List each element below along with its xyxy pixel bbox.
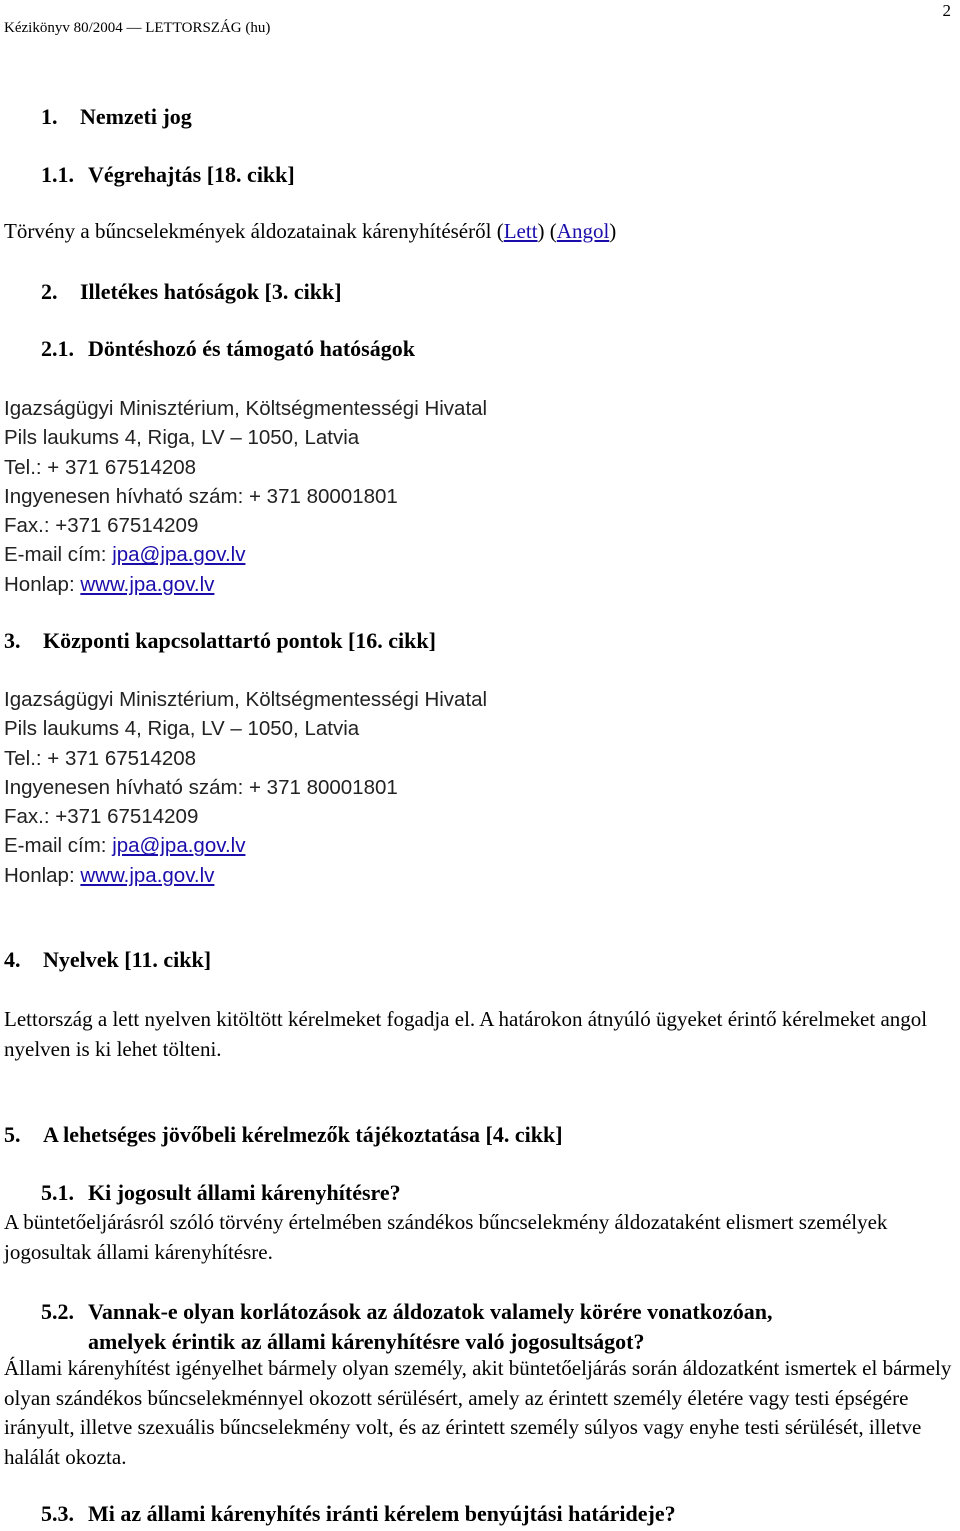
document-header-title: Kézikönyv 80/2004 — LETTORSZÁG (hu) <box>4 20 271 36</box>
web-link[interactable]: www.jpa.gov.lv <box>80 572 215 596</box>
section-4-heading <box>4 947 211 973</box>
section-title-line1: Vannak-e olyan korlátozások az áldozatok valamely körére vonatkozóan, <box>88 1299 773 1324</box>
web-label: Honlap: <box>4 572 81 596</box>
section-5-2-text: Állami kárenyhítést igényelhet bármely olyan személy, akit büntetőeljárás során áldozatként ismertek el bármely olyan szándékos bűncselekménnyel okozott sérülésért, amely az érintett személy életére vagy testi épségére irányult, illetve szexuális bűncselekmény volt, és az érintett személy súlyos vagy enyhe testi sérülését, illetve halálát okozta. <box>4 1356 952 1469</box>
section-title: Nemzeti jog <box>80 104 192 129</box>
email-label: E-mail cím: <box>4 834 113 858</box>
section-number: 1.1. <box>41 162 74 187</box>
section-title: Döntéshozó és támogató hatóságok <box>88 336 415 361</box>
section-1-1-heading <box>41 162 295 188</box>
section-3-heading <box>4 628 436 654</box>
email-link[interactable]: jpa@jpa.gov.lv <box>112 543 246 567</box>
section-title: Ki jogosult állami kárenyhítésre? <box>88 1180 401 1205</box>
law-text-end: ) <box>609 219 617 243</box>
law-text: Törvény a bűncselekmények áldozatainak kárenyhítéséről ( <box>4 219 504 243</box>
section-number: 5.3. <box>41 1501 74 1526</box>
section-5-heading <box>4 1122 563 1148</box>
contact-free-number: Ingyenesen hívható szám: + 371 80001801 <box>4 775 398 799</box>
section-title: A lehetséges jövőbeli kérelmezők tájékoztatása [4. cikk] <box>43 1122 563 1147</box>
section-number: 2. <box>41 279 58 304</box>
web-label: Honlap: <box>4 863 81 887</box>
law-text-mid: ) ( <box>537 219 557 243</box>
section-5-1-heading <box>41 1180 401 1206</box>
section-number: 5. <box>4 1122 21 1147</box>
section-number: 4. <box>4 947 21 972</box>
section-4-text: Lettország a lett nyelven kitöltött kérelmeket fogadja el. A határokon átnyúló ügyeket érintő kérelmeket angol nyelven is ki lehet tölteni. <box>4 1007 928 1061</box>
section-title: Mi az állami kárenyhítés iránti kérelem benyújtási határideje? <box>88 1501 676 1526</box>
contact-block-1 <box>4 394 487 599</box>
section-1-heading <box>41 104 192 130</box>
email-label: E-mail cím: <box>4 543 113 567</box>
section-number: 5.1. <box>41 1180 74 1205</box>
contact-name: Igazságügyi Minisztérium, Költségmentességi Hivatal <box>4 688 488 711</box>
link-english[interactable]: Angol <box>556 219 610 243</box>
section-title-line2: amelyek érintik az állami kárenyhítésre való jogosultságot? <box>88 1329 645 1354</box>
contact-tel: Tel.: + 371 67514208 <box>4 455 197 479</box>
section-5-2-heading <box>41 1297 772 1357</box>
contact-email-row <box>4 540 487 569</box>
contact-free-number: Ingyenesen hívható szám: + 371 80001801 <box>4 484 398 508</box>
contact-email-row <box>4 831 487 860</box>
section-2-heading <box>41 279 342 305</box>
contact-tel: Tel.: + 371 67514208 <box>4 746 197 770</box>
contact-block-2 <box>4 685 487 890</box>
section-title: Központi kapcsolattartó pontok [16. cikk] <box>43 628 436 653</box>
contact-name: Igazságügyi Minisztérium, Költségmentességi Hivatal <box>4 397 488 420</box>
contact-web-row <box>4 861 487 890</box>
page-number: 2 <box>942 1 951 20</box>
law-reference <box>4 219 616 244</box>
contact-address: Pils laukums 4, Riga, LV – 1050, Latvia <box>4 717 360 741</box>
link-latvian[interactable]: Lett <box>503 219 538 243</box>
section-number: 2.1. <box>41 336 74 361</box>
section-5-1-text: A büntetőeljárásról szóló törvény értelmében szándékos bűncselekmény áldozataként elismert személyek jogosultak állami kárenyhítésre. <box>4 1210 888 1264</box>
section-number: 5.2. <box>41 1299 74 1324</box>
email-link[interactable]: jpa@jpa.gov.lv <box>112 834 246 858</box>
section-title: Végrehajtás [18. cikk] <box>88 162 295 187</box>
section-2-1-heading <box>41 336 415 362</box>
section-5-3-heading <box>41 1501 676 1527</box>
contact-web-row <box>4 570 487 599</box>
section-title: Nyelvek [11. cikk] <box>43 947 212 972</box>
web-link[interactable]: www.jpa.gov.lv <box>80 863 215 887</box>
contact-fax: Fax.: +371 67514209 <box>4 805 199 829</box>
contact-fax: Fax.: +371 67514209 <box>4 514 199 538</box>
contact-address: Pils laukums 4, Riga, LV – 1050, Latvia <box>4 426 360 450</box>
section-number: 1. <box>41 104 58 129</box>
section-title: Illetékes hatóságok [3. cikk] <box>80 279 342 304</box>
section-number: 3. <box>4 628 21 653</box>
